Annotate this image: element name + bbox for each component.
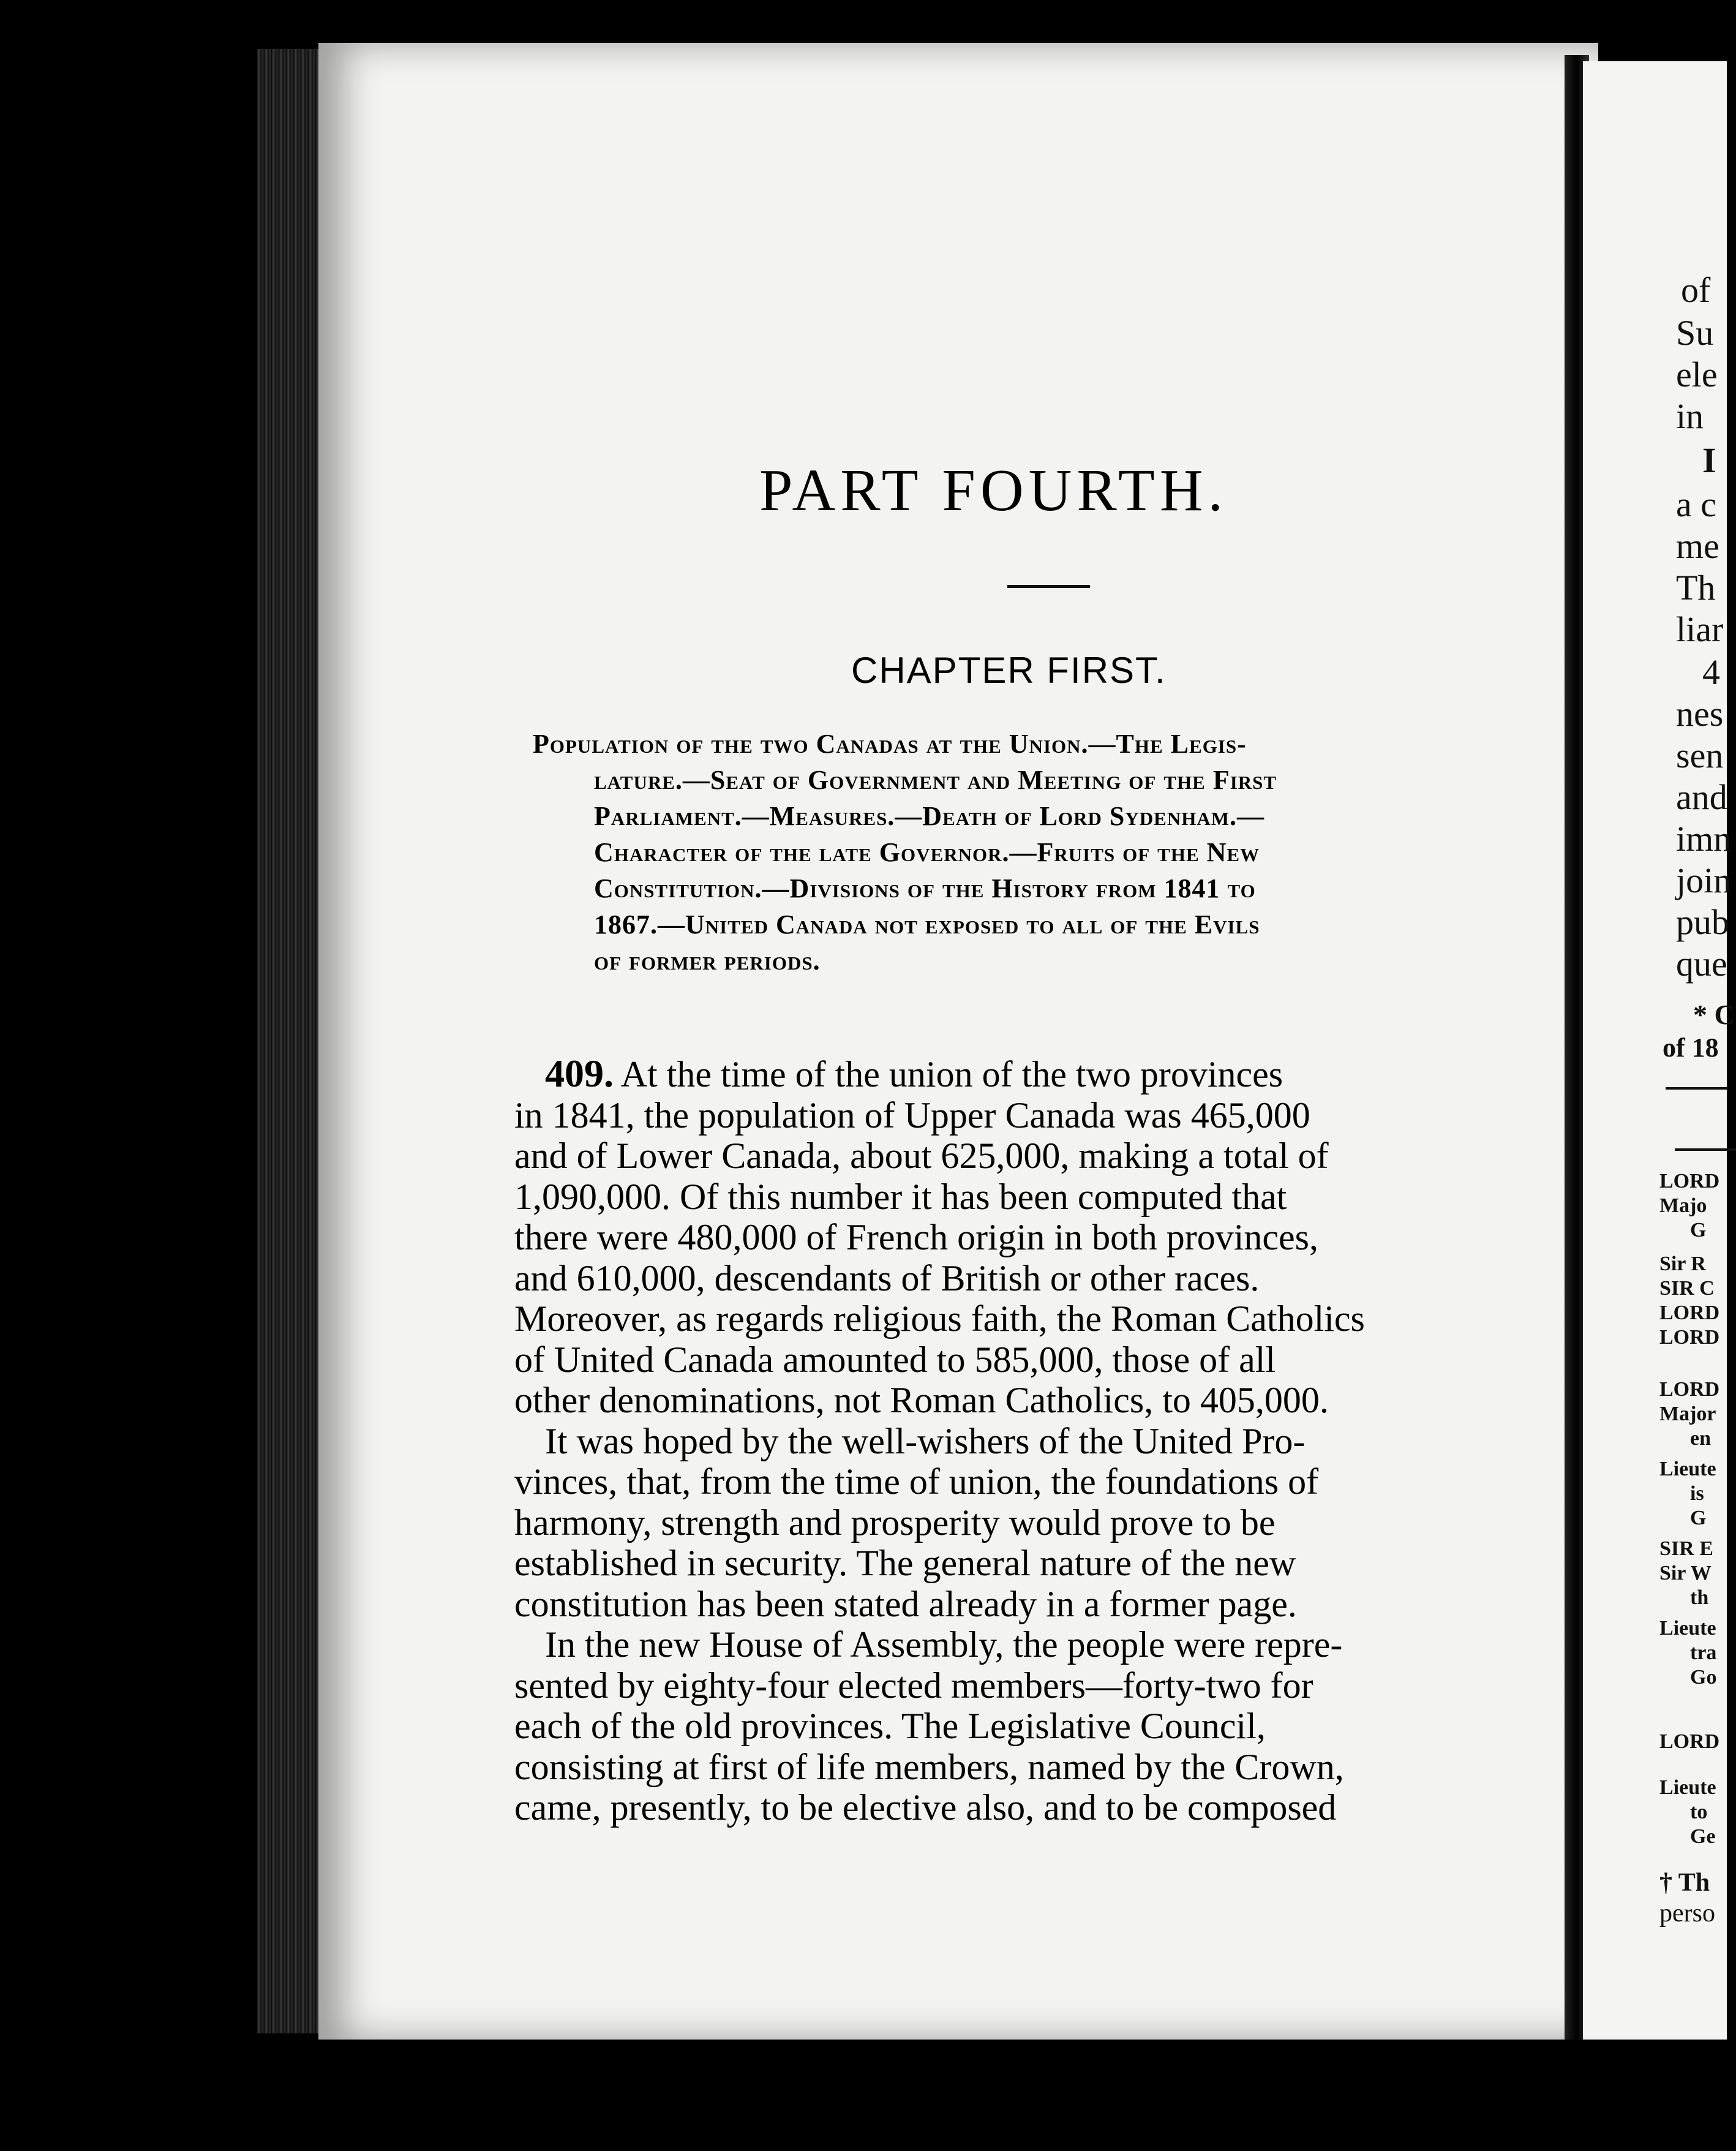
fragment: I — [1702, 440, 1716, 480]
body-line-text: At the time of the union of the two provinces — [620, 1054, 1283, 1094]
list-fragment: is — [1690, 1482, 1704, 1505]
body-line: there were 480,000 of French origin in both provinces, — [514, 1217, 1318, 1257]
fragment: me — [1676, 526, 1719, 566]
chapter-synopsis — [533, 726, 1512, 979]
title-rule — [1007, 585, 1090, 588]
body-line: consisting at first of life members, named by the Crown, — [514, 1746, 1344, 1787]
synopsis-line: Parliament.—Measures.—Death of Lord Sydenham.— — [594, 801, 1264, 831]
synopsis-line: Population of the two Canadas at the Union.—The Legis- — [533, 729, 1247, 759]
body-line: each of the old provinces. The Legislative Council, — [514, 1706, 1266, 1746]
fragment: nes — [1676, 694, 1724, 734]
fragment: join — [1676, 861, 1732, 900]
synopsis-line: Character of the late Governor.—Fruits of the New — [594, 837, 1260, 867]
fragment: pub — [1676, 902, 1729, 942]
body-line: constitution has been stated already in a former page. — [514, 1583, 1297, 1624]
list-fragment: Majo — [1659, 1194, 1707, 1217]
list-fragment: Lieute — [1659, 1776, 1716, 1799]
body-line: sented by eighty-four elected members—forty-two for — [514, 1665, 1313, 1706]
synopsis-line: Constitution.—Divisions of the History from 1841 to — [594, 873, 1256, 903]
synopsis-line: 1867.—United Canada not exposed to all of the Evils — [594, 910, 1260, 940]
body-line: in 1841, the population of Upper Canada was 465,000 — [514, 1094, 1310, 1136]
note-rule — [1666, 1087, 1727, 1090]
body-text — [514, 1053, 1506, 1828]
list-fragment: Lieute — [1659, 1458, 1716, 1480]
body-line: established in security. The general nature of the new — [514, 1543, 1296, 1583]
list-fragment: LORD — [1659, 1378, 1720, 1401]
body-line: harmony, strength and prosperity would prove to be — [514, 1502, 1276, 1543]
part-title: PART FOURTH. — [759, 458, 1228, 524]
fragment: a c — [1676, 484, 1716, 524]
note-fragment: * C — [1693, 999, 1735, 1030]
body-line — [514, 1053, 1506, 1095]
right-page — [1583, 61, 1735, 2040]
list-fragment: tra — [1690, 1641, 1717, 1664]
list-fragment: Sir R — [1659, 1253, 1706, 1275]
list-fragment: en — [1690, 1427, 1711, 1450]
body-line: and 610,000, descendants of British or other races. — [514, 1257, 1260, 1298]
list-fragment: Major — [1659, 1403, 1716, 1425]
list-fragment: Go — [1690, 1666, 1717, 1689]
body-line: of United Canada amounted to 585,000, those of all — [514, 1339, 1276, 1380]
list-fragment: perso — [1659, 1899, 1715, 1927]
list-fragment: th — [1690, 1586, 1709, 1609]
list-fragment: Ge — [1690, 1825, 1716, 1848]
synopsis-line: lature.—Seat of Government and Meeting of the First — [594, 765, 1277, 795]
list-fragment: SIR C — [1659, 1277, 1715, 1300]
synopsis-line: of former periods. — [594, 946, 821, 976]
fragment: que — [1676, 944, 1727, 984]
fragment: 4 — [1702, 652, 1720, 692]
list-fragment: G — [1690, 1507, 1707, 1529]
body-line: It was hoped by the well-wishers of the United Pro- — [545, 1420, 1306, 1461]
list-fragment: G — [1690, 1219, 1707, 1241]
list-fragment: to — [1690, 1801, 1708, 1823]
fragment: liar — [1676, 609, 1724, 649]
body-line: 1,090,000. Of this number it has been computed that — [514, 1176, 1287, 1217]
list-fragment: LORD — [1659, 1730, 1720, 1753]
paragraph-number: 409. — [545, 1052, 614, 1095]
fragment: of — [1681, 270, 1711, 310]
body-line: In the new House of Assembly, the people were repre- — [545, 1624, 1343, 1665]
fragment: Su — [1676, 313, 1714, 353]
fragment: and — [1676, 777, 1727, 817]
list-rule — [1675, 1148, 1736, 1151]
right-page-fragments — [1583, 61, 1735, 2040]
body-line: vinces, that, from the time of union, the foundations of — [514, 1461, 1319, 1502]
fragment: in — [1676, 396, 1704, 436]
body-line: Moreover, as regards religious faith, the Roman Catholics — [514, 1298, 1365, 1339]
list-fragment: LORD — [1659, 1326, 1720, 1349]
list-fragment: LORD — [1659, 1302, 1720, 1324]
body-line: other denominations, not Roman Catholics, to 405,000. — [514, 1380, 1329, 1420]
list-fragment: SIR E — [1659, 1537, 1713, 1560]
body-line: came, presently, to be elective also, and to be composed — [514, 1787, 1337, 1828]
list-fragment: Lieute — [1659, 1617, 1716, 1640]
fragment: ele — [1676, 355, 1718, 394]
fragment: imn — [1676, 819, 1732, 859]
list-fragment: LORD — [1659, 1170, 1720, 1192]
fragment: Th — [1676, 568, 1716, 608]
chapter-title: CHAPTER FIRST. — [851, 650, 1167, 691]
fragment: sen — [1676, 736, 1724, 775]
list-fragment: † Th — [1659, 1869, 1710, 1897]
list-fragment: Sir W — [1659, 1562, 1712, 1584]
body-line: and of Lower Canada, about 625,000, making a total of — [514, 1136, 1329, 1176]
note-fragment: of 18 — [1663, 1033, 1719, 1063]
